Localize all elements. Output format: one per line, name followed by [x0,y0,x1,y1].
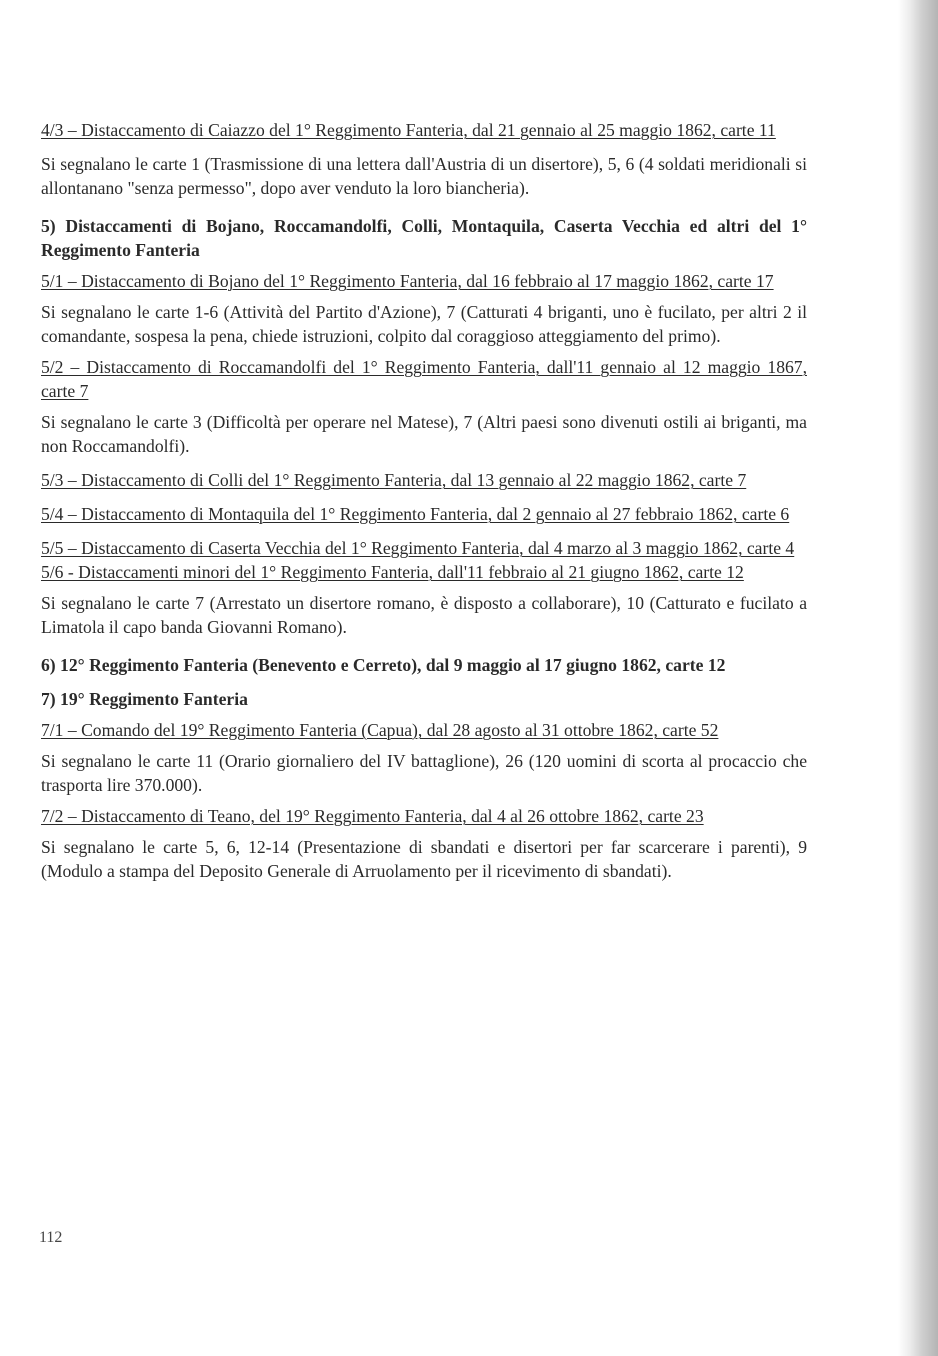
note-5-6: Si segnalano le carte 7 (Arrestato un disertore romano, è disposto a collaborare), 10 (Catturato e fucilato a Limatola il capo banda Giovanni Romano). [41,593,807,637]
section-heading-6: 6) 12° Reggimento Fanteria (Benevento e Cerreto), dal 9 maggio al 17 giugno 1862, carte 12 [41,655,726,675]
note-7-2: Si segnalano le carte 5, 6, 12-14 (Presentazione di sbandati e disertori per far scarcerare i parenti), 9 (Modulo a stampa del Deposito Generale di Arruolamento per il ricevimento di sbandati). [41,837,807,881]
entry-5-1: 5/1 – Distaccamento di Bojano del 1° Reggimento Fanteria, dal 16 febbraio al 17 maggio 1862, carte 17 [41,271,774,291]
entry-7-1: 7/1 – Comando del 19° Reggimento Fanteria (Capua), dal 28 agosto al 31 ottobre 1862, carte 52 [41,720,719,740]
entry-5-6: 5/6 - Distaccamenti minori del 1° Reggimento Fanteria, dall'11 febbraio al 21 giugno 1862, carte 12 [41,562,744,582]
entry-7-2: 7/2 – Distaccamento di Teano, del 19° Reggimento Fanteria, dal 4 al 26 ottobre 1862, carte 23 [41,806,704,826]
note-5-2: Si segnalano le carte 3 (Difficoltà per operare nel Matese), 7 (Altri paesi sono divenuti ostili ai briganti, ma non Roccamandolfi). [41,412,807,456]
note-5-1: Si segnalano le carte 1-6 (Attività del Partito d'Azione), 7 (Catturati 4 briganti, uno è fucilato, per altri 2 il comandante, sospesa la pena, chiede istruzioni, colpito dal coraggioso atteggiamento del primo). [41,302,807,346]
page-number: 112 [39,1229,63,1246]
page-body [41,118,807,883]
entry-5-2: 5/2 – Distaccamento di Roccamandolfi del 1° Reggimento Fanteria, dall'11 gennaio al 12 maggio 1867, carte 7 [41,357,807,401]
entry-4-3: 4/3 – Distaccamento di Caiazzo del 1° Reggimento Fanteria, dal 21 gennaio al 25 maggio 1862, carte 11 [41,120,776,140]
note-4-3: Si segnalano le carte 1 (Trasmissione di una lettera dall'Austria di un disertore), 5, 6 (4 soldati meridionali si allontanano "senza permesso", dopo aver venduto la loro biancheria). [41,154,807,198]
entry-5-3: 5/3 – Distaccamento di Colli del 1° Reggimento Fanteria, dal 13 gennaio al 22 maggio 1862, carte 7 [41,470,747,490]
section-heading-5: 5) Distaccamenti di Bojano, Roccamandolfi, Colli, Montaquila, Caserta Vecchia ed altri del 1° Reggimento Fanteria [41,216,807,260]
section-heading-7: 7) 19° Reggimento Fanteria [41,689,248,709]
entry-5-4: 5/4 – Distaccamento di Montaquila del 1° Reggimento Fanteria, dal 2 gennaio al 27 febbraio 1862, carte 6 [41,504,790,524]
note-7-1: Si segnalano le carte 11 (Orario giornaliero del IV battaglione), 26 (120 uomini di scorta al procaccio che trasporta lire 370.000). [41,751,807,795]
entry-5-5: 5/5 – Distaccamento di Caserta Vecchia del 1° Reggimento Fanteria, dal 4 marzo al 3 maggio 1862, carte 4 [41,538,795,558]
page-binding-shadow [898,0,938,1356]
